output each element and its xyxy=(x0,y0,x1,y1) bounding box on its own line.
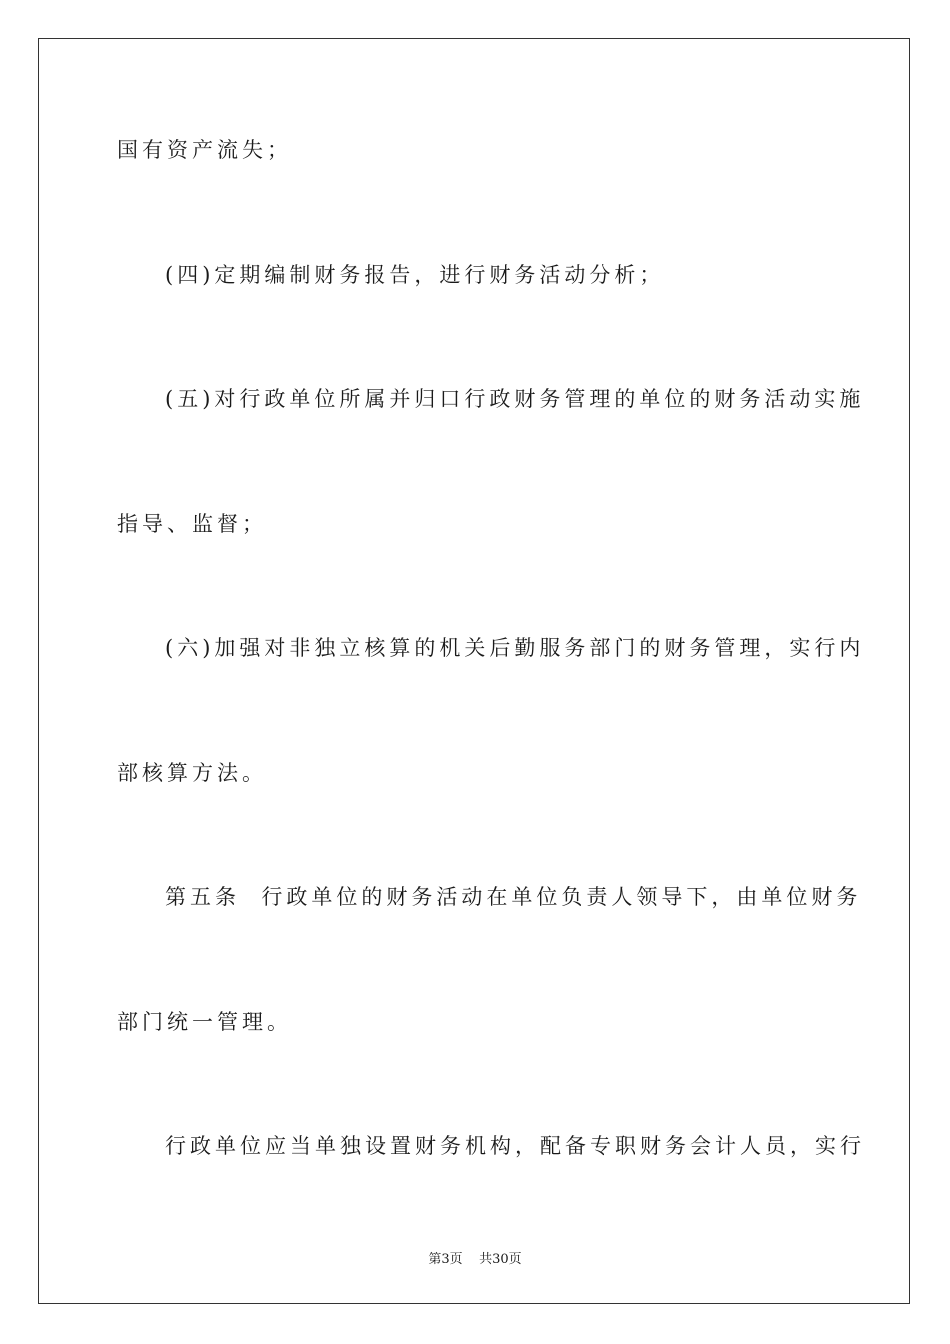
text-line-6: 部核算方法。 xyxy=(117,761,267,785)
text-line-5: (六)加强对非独立核算的机关后勤服务部门的财务管理，实行内 xyxy=(165,636,865,660)
text-line-3: (五)对行政单位所属并归口行政财务管理的单位的财务活动实施 xyxy=(165,387,865,411)
text-line-7: 第五条 行政单位的财务活动在单位负责人领导下，由单位财务 xyxy=(165,885,862,909)
text-line-4: 指导、监督； xyxy=(117,512,267,536)
text-line-2: (四)定期编制财务报告，进行财务活动分析； xyxy=(165,263,665,287)
text-line-8: 部门统一管理。 xyxy=(117,1010,292,1034)
text-line-1: 国有资产流失； xyxy=(117,138,292,162)
page-number-footer: 第3页 共30页 xyxy=(428,1252,522,1267)
text-line-9: 行政单位应当单独设置财务机构，配备专职财务会计人员，实行 xyxy=(165,1134,865,1158)
page-border xyxy=(38,38,910,1304)
